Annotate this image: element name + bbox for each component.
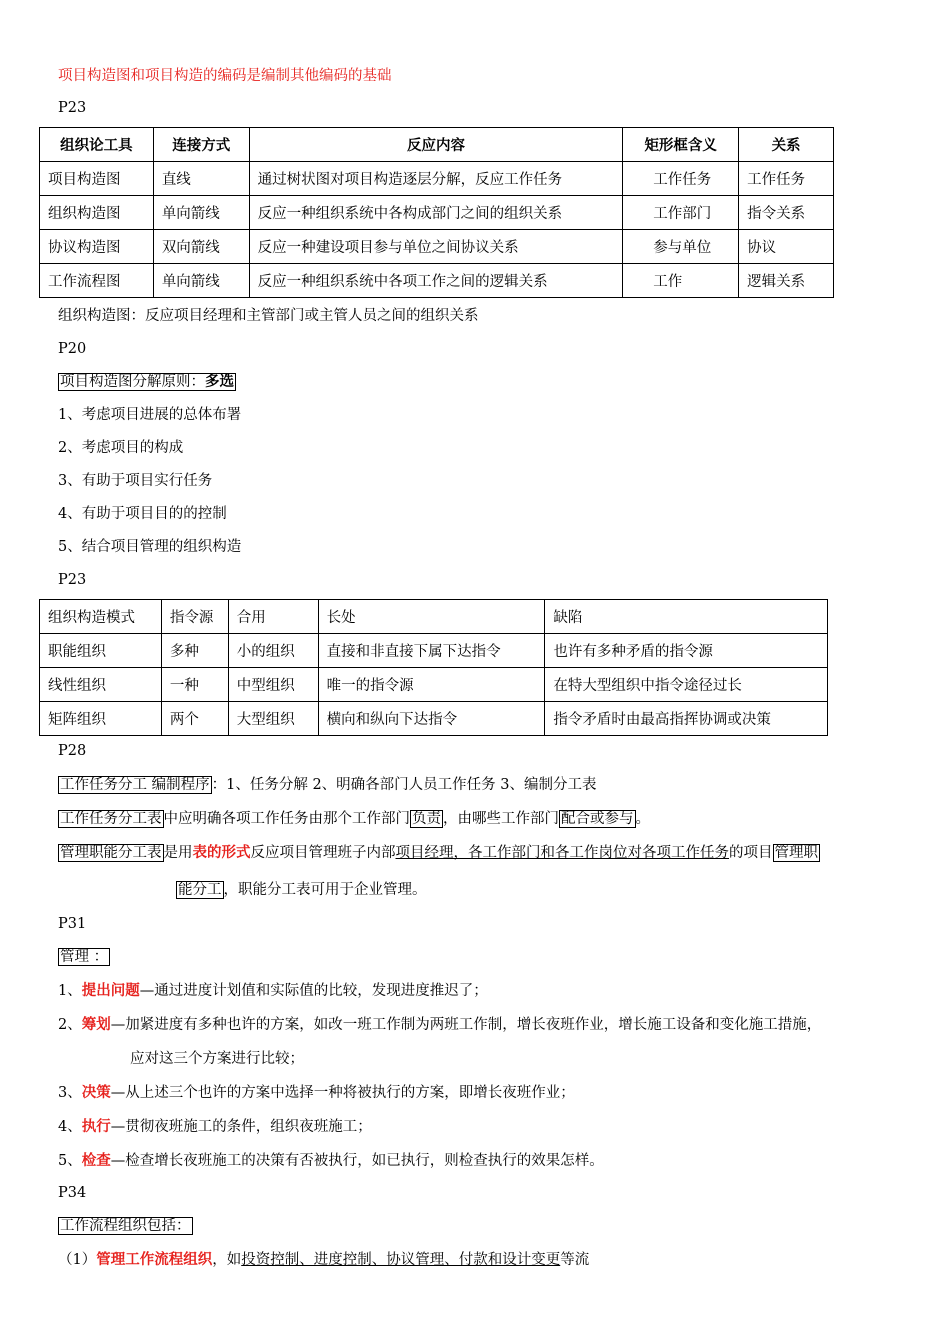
page-ref: P31: [58, 916, 87, 932]
table-cell: 工作流程图: [40, 264, 154, 298]
table-cell: 指令矛盾时由最高指挥协调或决策: [545, 702, 828, 736]
function-division-note: 管理职能分工表 是用表的形式反应项目管理班子内部项目经理，各工作部门和各工作岗位对各项工作任务的项目 管理职: [60, 844, 818, 861]
table-header: 长处: [318, 600, 545, 634]
table-cell: 协议构造图: [40, 230, 154, 264]
list-item: 2、筹划—加紧进度有多种也许的方案，如改一班工作制为两班工作制，增长夜班作业，增长施工设备和变化施工措施，: [58, 1016, 822, 1033]
page-ref: P20: [58, 341, 87, 357]
page-ref: P28: [58, 743, 87, 759]
table-cell: 工作任务: [623, 162, 739, 196]
task-division-procedure: 工作任务分工 编制程序 ：1、任务分解 2、明确各部门人员工作任务 3、编制分工表: [60, 777, 597, 793]
principles-title: 项目构造图分解原则：多选: [60, 373, 234, 390]
table-header: 组织构造模式: [40, 600, 162, 634]
table-cell: 唯一的指令源: [318, 668, 545, 702]
org-structure-table: [39, 599, 828, 736]
table-cell: 项目构造图: [40, 162, 154, 196]
table-cell: 单向箭线: [153, 196, 249, 230]
list-item: 3、决策—从上述三个也许的方案中选择一种将被执行的方案，即增长夜班作业；: [58, 1084, 575, 1101]
table-cell: 多种: [161, 634, 228, 668]
table-cell: 两个: [161, 702, 228, 736]
table-cell: 单向箭线: [153, 264, 249, 298]
table-row: [40, 230, 834, 264]
org-tools-table: [39, 127, 834, 298]
table-cell: 一种: [161, 668, 228, 702]
table-cell: 大型组织: [228, 702, 318, 736]
table-header: 矩形框含义: [623, 128, 739, 162]
table-header: 合用: [228, 600, 318, 634]
table-header-row: [40, 128, 834, 162]
list-item: 5、检查—检查增长夜班施工的决策有否被执行，如已执行，则检查执行的效果怎样。: [58, 1152, 604, 1169]
list-item-cont: 应对这三个方案进行比较；: [130, 1051, 304, 1067]
table-row: [40, 668, 828, 702]
table-row: [40, 264, 834, 298]
list-item: 3、有助于项目实行任务: [58, 473, 213, 489]
table-cell: 线性组织: [40, 668, 162, 702]
workflow-title: 工作流程组织包括：: [60, 1218, 191, 1234]
table-cell: 反应一种组织系统中各构成部门之间的组织关系: [249, 196, 623, 230]
table-cell: 中型组织: [228, 668, 318, 702]
table-header-row: [40, 600, 828, 634]
list-item: 2、考虑项目的构成: [58, 440, 184, 456]
table-cell: 协议: [739, 230, 834, 264]
table-cell: 逻辑关系: [739, 264, 834, 298]
list-item: 4、执行—贯彻夜班施工的条件，组织夜班施工；: [58, 1118, 372, 1135]
heading: 项目构造图和项目构造的编码是编制其他编码的基础: [58, 68, 392, 84]
table-header: 反应内容: [249, 128, 623, 162]
table-cell: 组织构造图: [40, 196, 154, 230]
list-item: （1）管理工作流程组织，如投资控制、进度控制、协议管理、付款和设计变更等流: [58, 1251, 590, 1268]
table-cell: 反应一种组织系统中各项工作之间的逻辑关系: [249, 264, 623, 298]
table-header: 关系: [739, 128, 834, 162]
task-division-table-note: 工作任务分工表 中应明确各项工作任务由那个工作部门 负责 ，由哪些工作部门 配合或参与 。: [60, 811, 650, 827]
table-cell: 双向箭线: [153, 230, 249, 264]
table-cell: 直接和非直接下属下达指令: [318, 634, 545, 668]
table-cell: 反应一种建设项目参与单位之间协议关系: [249, 230, 623, 264]
table-cell: 工作部门: [623, 196, 739, 230]
table-cell: 在特大型组织中指令途径过长: [545, 668, 828, 702]
table-cell: 职能组织: [40, 634, 162, 668]
table-cell: 横向和纵向下达指令: [318, 702, 545, 736]
page-ref: P23: [58, 572, 87, 588]
list-item: 4、有助于项目目的的控制: [58, 506, 227, 522]
table-row: [40, 634, 828, 668]
table-header: 指令源: [161, 600, 228, 634]
function-division-note-cont: 能分工 ，职能分工表可用于企业管理。: [178, 882, 427, 898]
table-row: [40, 702, 828, 736]
table-cell: 直线: [153, 162, 249, 196]
list-item: 5、结合项目管理的组织构造: [58, 539, 242, 555]
table-cell: 参与单位: [623, 230, 739, 264]
list-item: 1、考虑项目进展的总体布署: [58, 407, 242, 423]
table-cell: 矩阵组织: [40, 702, 162, 736]
table-cell: 指令关系: [739, 196, 834, 230]
table-cell: 工作: [623, 264, 739, 298]
list-item: 1、提出问题—通过进度计划值和实际值的比较，发现进度推迟了；: [58, 982, 488, 999]
org-chart-note: 组织构造图：反应项目经理和主管部门或主管人员之间的组织关系: [58, 308, 479, 324]
page-ref: P34: [58, 1185, 87, 1201]
table-header: 连接方式: [153, 128, 249, 162]
table-cell: 小的组织: [228, 634, 318, 668]
table-row: [40, 162, 834, 196]
table-header: 组织论工具: [40, 128, 154, 162]
table-cell: 通过树状图对项目构造逐层分解，反应工作任务: [249, 162, 623, 196]
page-ref: P23: [58, 100, 87, 116]
table-header: 缺陷: [545, 600, 828, 634]
table-cell: 也许有多种矛盾的指令源: [545, 634, 828, 668]
table-row: [40, 196, 834, 230]
table-cell: 工作任务: [739, 162, 834, 196]
management-title: 管理 ：: [60, 949, 109, 965]
